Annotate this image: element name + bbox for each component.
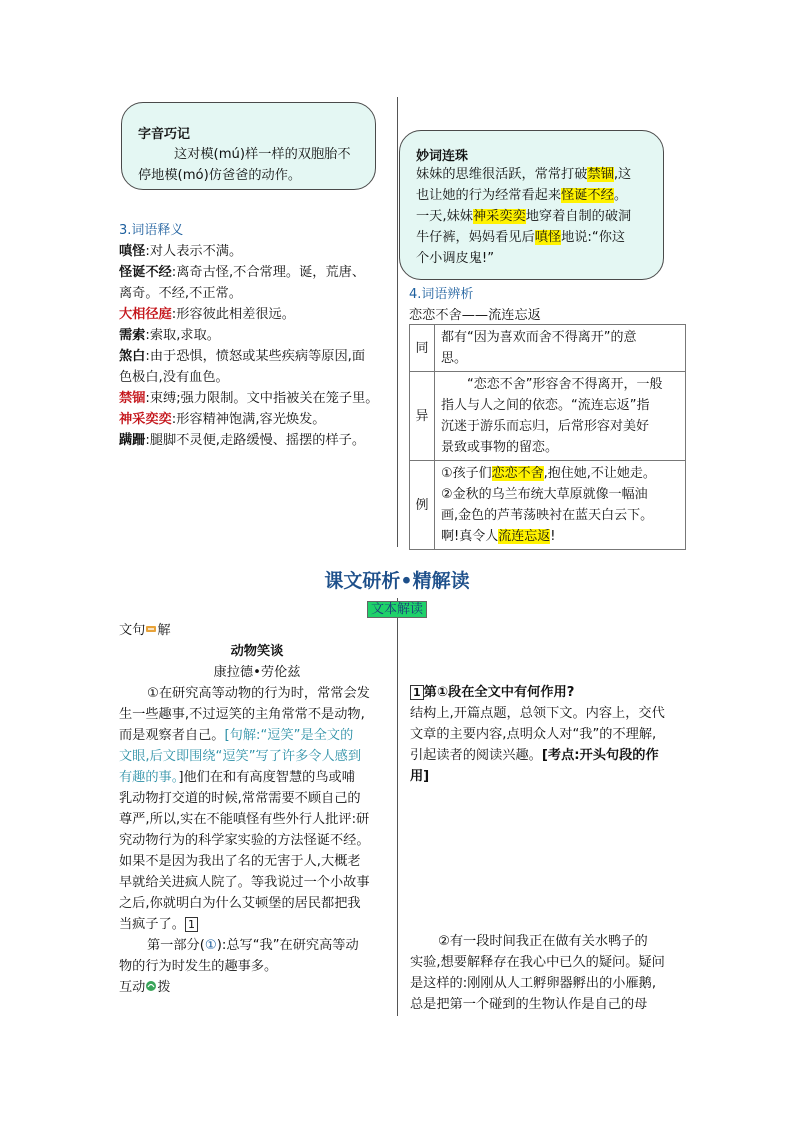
cell-line: 景致或事物的留恋。 (441, 440, 559, 455)
cell-line: 沉迷于游乐而忘归，后常形容对美好 (441, 419, 650, 434)
table-row (410, 461, 686, 550)
section-badge-wrap (0, 598, 794, 617)
section-title: 课文研析•精解读 (324, 570, 470, 592)
qa-column (410, 682, 690, 787)
article-line: 实验,想要解释存在我心中已久的疑问。疑问 (410, 955, 665, 970)
glossary-item: 离奇。不经,不正常。 (119, 286, 242, 301)
same-cell (435, 325, 686, 372)
cell-line: “恋恋不舍”形容舍不得离开，一般 (467, 377, 663, 392)
article-line: 生一些趣事,不过逗笑的主角常常不是动物, (119, 707, 365, 722)
glossary-item: 禁锢:束缚;强力限制。文中指被关在笼子里。 (119, 391, 379, 406)
discrimination-section (409, 284, 689, 326)
pronunciation-tip-title: 字音巧记 (138, 127, 191, 142)
example-label: 例 (410, 461, 435, 550)
article-line: 是这样的:刚刚从人工孵卵器孵出的小雁鹅, (410, 976, 657, 991)
diff-label: 异 (410, 372, 435, 461)
pronunciation-tip-line: 停地模(mó)仿爸爸的动作。 (138, 168, 302, 183)
same-label: 同 (410, 325, 435, 372)
answer-line: 引起读者的阅读兴趣。[考点:开头句段的作 (410, 748, 659, 763)
cell-line: ②金秋的乌兰布统大草原就像一幅油 (441, 487, 648, 502)
column-divider-top (397, 97, 398, 547)
cell-line: 啊!真令人流连忘返! (441, 529, 556, 544)
article-line: ②有一段时间我正在做有关水鸭子的 (438, 934, 648, 949)
article-line: 之后,你就明白为什么艾顿堡的居民都把我 (119, 896, 361, 911)
article-line: 尊严,所以,实在不能嗔怪有些外行人批评:研 (119, 812, 370, 827)
article-line: 有趣的事。]他们在和有高度智慧的鸟或哺 (119, 770, 355, 785)
word-chain-title: 妙词连珠 (416, 149, 469, 164)
pronunciation-tip-box (121, 102, 376, 190)
cell-line: 思。 (441, 351, 468, 366)
diff-cell (435, 372, 686, 461)
article-line: 当疯子了。 1 (119, 914, 395, 935)
discrimination-pair: 恋恋不舍——流连忘返 (409, 308, 541, 323)
discrimination-table (409, 324, 686, 550)
answer-line: 用] (410, 769, 430, 784)
question: 1 第①段在全文中有何作用? (410, 682, 690, 703)
discrimination-heading: 4.词语辨析 (409, 287, 474, 302)
article-line: 如果不是因为我出了名的无害于人,大概老 (119, 854, 361, 869)
answer-line: 文章的主要内容,点明众人对“我”的不理解, (410, 727, 657, 742)
leaf-icon (145, 980, 157, 992)
glossary-item: 神采奕奕:形容精神饱满,容光焕发。 (119, 412, 326, 427)
cell-line: 指人与人之间的依恋。“流连忘返”指 (441, 398, 650, 413)
interaction-label: 互动 拨 (119, 980, 171, 995)
example-cell (435, 461, 686, 550)
section-badge: 文本解读 (367, 601, 427, 618)
cell-line: ①孩子们恋恋不舍,抱住她,不让她走。 (441, 466, 656, 481)
article-line: 文眼,后文即围绕“逗笑”写了许多令人感到 (119, 749, 362, 764)
glossary-heading: 3.词语释义 (119, 223, 184, 238)
glossary-item: 色极白,没有血色。 (119, 370, 229, 385)
article-column (119, 620, 395, 998)
article-line: 乳动物打交道的时候,常常需要不顾自己的 (119, 791, 361, 806)
word-chain-line: 牛仔裤，妈妈看见后嗔怪地说:“你这 (416, 230, 626, 245)
glossary-item: 蹒跚:腿脚不灵便,走路缓慢、摇摆的样子。 (119, 433, 366, 448)
glossary-item: 煞白:由于恐惧，愤怒或某些疾病等原因,面 (119, 349, 366, 364)
column-divider-bottom (397, 598, 398, 1016)
article-title: 动物笑谈 (230, 644, 284, 659)
article-line: 而是观察者自己。[句解:“逗笑”是全文的 (119, 728, 354, 743)
word-chain-line: 一天,妹妹神采奕奕地穿着自制的破洞 (416, 209, 632, 224)
article-author: 康拉德•劳伦兹 (213, 665, 301, 680)
table-row (410, 372, 686, 461)
article-line: 究动物行为的科学家实验的方法怪诞不经。 (119, 833, 370, 848)
article-line: 总是把第一个碰到的生物认作是自己的母 (410, 997, 648, 1012)
pronunciation-tip-line: 这对模(mú)样一样的双胞胎不 (174, 147, 351, 162)
article-line: ①在研究高等动物的行为时，常常会发 (147, 686, 370, 701)
paragraph-two (410, 931, 690, 1015)
word-chain-line: 妹妹的思维很活跃，常常打破禁锢,这 (416, 167, 632, 182)
answer-line: 结构上,开篇点题，总领下文。内容上，交代 (410, 706, 665, 721)
cell-line: 画,金色的芦苇荡映衬在蓝天白云下。 (441, 508, 654, 523)
word-chain-box (399, 130, 664, 280)
question-number: 1 (410, 685, 424, 700)
annotation-label: 文句 解 (119, 623, 171, 638)
glossary-item: 嗔怪:对人表示不满。 (119, 244, 243, 259)
word-chain-line: 个小调皮鬼!” (416, 251, 495, 266)
article-line: 早就给关进疯人院了。等我说过一个小故事 (119, 875, 370, 890)
cell-line: 都有“因为喜欢而舍不得离开”的意 (441, 330, 637, 345)
glossary-item: 大相径庭:形容彼此相差很远。 (119, 307, 295, 322)
pen-icon (145, 623, 157, 635)
part-summary: 第一部分(①):总写“我”在研究高等动 (147, 938, 359, 953)
glossary-item: 怪诞不经:离奇古怪,不合常理。诞，荒唐、 (119, 265, 366, 280)
question-marker[interactable]: 1 (185, 917, 198, 932)
glossary-section (119, 220, 394, 451)
glossary-item: 需索:索取,求取。 (119, 328, 220, 343)
table-row (410, 325, 686, 372)
part-summary: 物的行为时发生的趣事多。 (119, 959, 278, 974)
word-chain-line: 也让她的行为经常看起来怪诞不经。 (416, 188, 627, 203)
